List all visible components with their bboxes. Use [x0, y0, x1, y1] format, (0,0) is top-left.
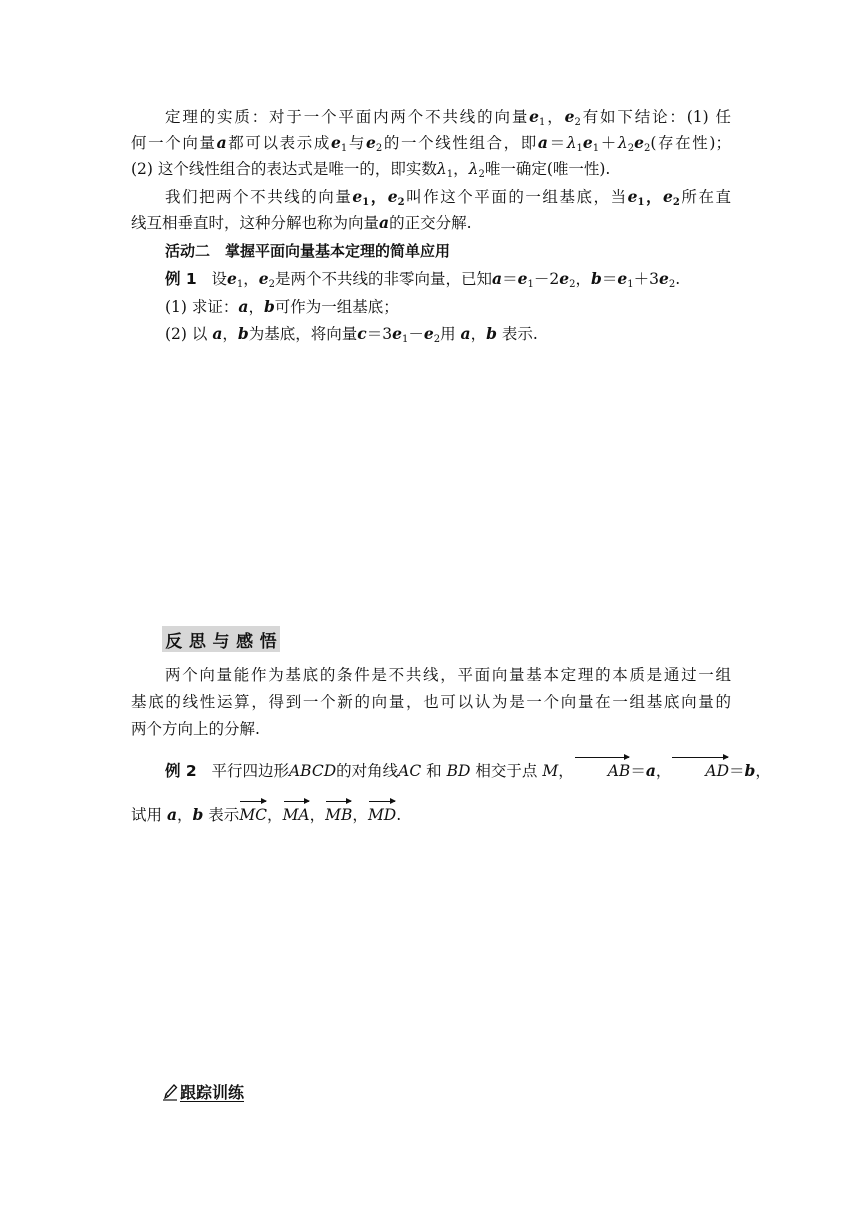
- theorem-essence-line-1: 定理的实质：对于一个平面内两个不共线的向量$e_1$，$e_2$有如下结论：(1) 任: [165, 107, 731, 128]
- reflection-banner: [162, 626, 280, 652]
- activity-2-title: 活动二 掌握平面向量基本定理的简单应用: [165, 242, 451, 260]
- banner-char: 与: [212, 631, 230, 652]
- reflection-line-3: 两个方向上的分解.: [131, 720, 260, 738]
- example-2-label: 例 2: [165, 762, 197, 780]
- example-1-question-1: (1) 求证：a，b可作为一组基底；: [165, 297, 399, 316]
- tracking-training-heading: [162, 1080, 244, 1103]
- basis-paragraph-line-1: 我们把两个不共线的向量$e_1$，$e_2$叫作这个平面的一组基底，当$e_1$，$e_2$所在直: [165, 187, 731, 208]
- banner-char: 思: [188, 631, 206, 652]
- example-1-label: 例 1: [165, 270, 197, 288]
- reflection-line-2: 基底的线性运算，得到一个新的向量，也可以认为是一个向量在一组基底向量的: [131, 693, 731, 711]
- theorem-essence-line-2: 何一个向量a都可以表示成$e_1$与$e_2$的一个线性组合，即$a=\lambda_1e_1+\lambda_2e_2$(存在性)；: [131, 133, 731, 154]
- example-1-question-2: (2) 以 a，b为基底，将向量$c=3e_1-e_2$用 a，b 表示.: [165, 324, 538, 345]
- banner-char: 感: [236, 631, 254, 652]
- theorem-essence-line-3: (2) 这个线性组合的表达式是唯一的，即实数$\lambda_1$，$\lambda_2$唯一确定(唯一性).: [131, 160, 611, 180]
- example-1-statement: 例 1 设$e_1$，$e_2$是两个不共线的非零向量，已知$a=e_1-2e_2$，$b=e_1+3e_2$.: [165, 269, 681, 290]
- reflection-line-1: 两个向量能作为基底的条件是不共线，平面向量基本定理的本质是通过一组: [165, 666, 731, 684]
- example-2-task: 试用 a，b 表示MC，MA，MB，MD.: [131, 805, 402, 824]
- example-2-statement: 例 2 平行四边形ABCD的对角线AC 和 BD 相交于点 M， AB＝a， AD＝b，: [165, 761, 771, 780]
- banner-char: 悟: [259, 631, 277, 652]
- banner-char: 反: [165, 631, 183, 652]
- tracking-training-title: 跟踪训练: [180, 1083, 245, 1102]
- basis-paragraph-line-2: 线互相垂直时，这种分解也称为向量a的正交分解.: [131, 213, 472, 232]
- pencil-icon: [162, 1083, 178, 1101]
